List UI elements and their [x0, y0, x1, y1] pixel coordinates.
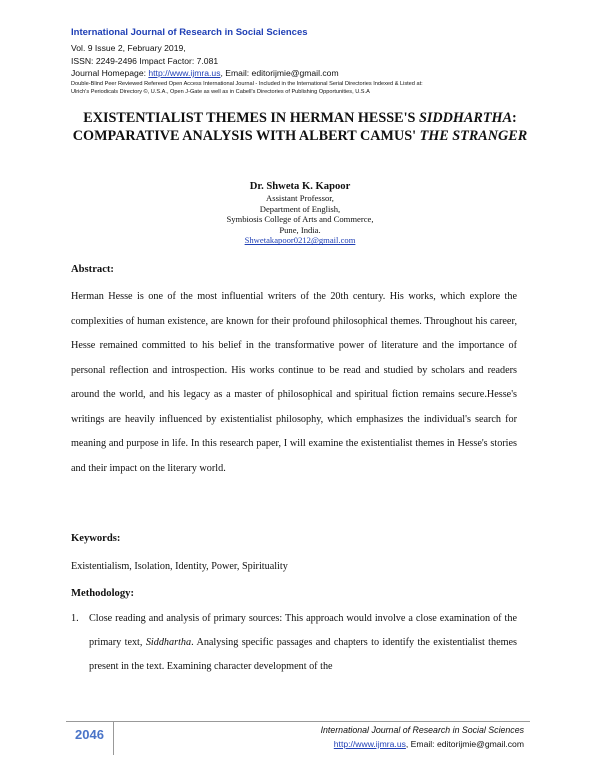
list-text-italic: Siddhartha: [145, 637, 192, 649]
issn-line: ISSN: 2249-2496 Impact Factor: 7.081: [71, 56, 219, 66]
footer-contact: [334, 739, 524, 749]
footer-email: , Email: editorijmie@gmail.com: [405, 739, 524, 749]
list-item: [71, 607, 517, 680]
affiliation-line: Department of English,: [259, 203, 341, 214]
affiliation-line: Assistant Professor,: [266, 193, 334, 203]
keywords-text: Existentialism, Isolation, Identity, Power, Spirituality: [71, 561, 288, 572]
footer-vertical-divider: [113, 721, 114, 755]
affiliation-line: Pune, India.: [279, 224, 321, 235]
footer-divider: [66, 721, 530, 722]
footer-journal-name: International Journal of Research in Social Sciences: [320, 725, 524, 735]
list-text-pre: Close reading and analysis of primary sources: This approach would involve a close examination of the primary text,: [89, 613, 517, 649]
list-text-post: . Analysing specific passages and chapters to identify the existentialist themes present in the text. Examining character development of the: [89, 637, 517, 673]
journal-name: International Journal of Research in Social Sciences: [71, 27, 308, 38]
page-number: 2046: [75, 727, 104, 742]
keywords-heading: Keywords:: [71, 533, 121, 544]
abstract-text: Herman Hesse is one of the most influential writers of the 20th century. His works, which explore the complexities of human existence, are known for their profound philosophical themes. Throughout his career, Hesse remained committed to his belief in the transformative power of literature and the importance of personal reflection and introspection. His works continue to be read and studied by scholars and readers around the world, and his legacy as a master of philosophical and spiritual fiction remains secure.Hesse's writings are heavily influenced by existentialist philosophy, which emphasizes the individual's search for meaning and purpose in life. In this research paper, I will examine the existentialist themes in Hesse's stories and their impact on the literary world.: [71, 291, 517, 474]
author-block: [100, 180, 500, 246]
title-italic-2: THE STRANGER: [419, 128, 528, 144]
footer-url-link[interactable]: http://www.ijmra.us: [333, 739, 406, 749]
title-italic-1: SIDDHARTHA: [419, 110, 513, 126]
author-name: Dr. Shweta K. Kapoor: [249, 181, 351, 192]
homepage-line: [71, 68, 339, 78]
paper-title: [60, 109, 540, 145]
author-email-link[interactable]: Shwetakapoor0212@gmail.com: [244, 235, 356, 246]
title-part-1: EXISTENTIALIST THEMES IN HERMAN HESSE'S: [83, 110, 419, 126]
index-line-1: Double-Blind Peer Reviewed Refereed Open Access International Journal - Included in the International Serial Directories Indexed & Listed at:: [71, 81, 423, 87]
header-email: , Email: editorijmie@gmail.com: [220, 68, 339, 78]
homepage-label: Journal Homepage:: [71, 68, 149, 78]
list-item-text: [89, 607, 517, 680]
list-number: 1.: [71, 613, 79, 624]
volume-line: Vol. 9 Issue 2, February 2019,: [71, 43, 186, 53]
affiliation-line: Symbiosis College of Arts and Commerce,: [226, 214, 374, 225]
index-line-2: Ulrich's Periodicals Directory ©, U.S.A., Open J-Gate as well as in Cabell's Directories of Publishing Opportunities, U.S.A: [71, 89, 370, 95]
abstract-heading: Abstract:: [71, 264, 114, 275]
methodology-heading: Methodology:: [71, 588, 134, 599]
homepage-link[interactable]: http://www.ijmra.us: [148, 68, 221, 78]
title-part-2: : COMPARATIVE ANALYSIS WITH ALBERT CAMUS': [72, 110, 517, 144]
